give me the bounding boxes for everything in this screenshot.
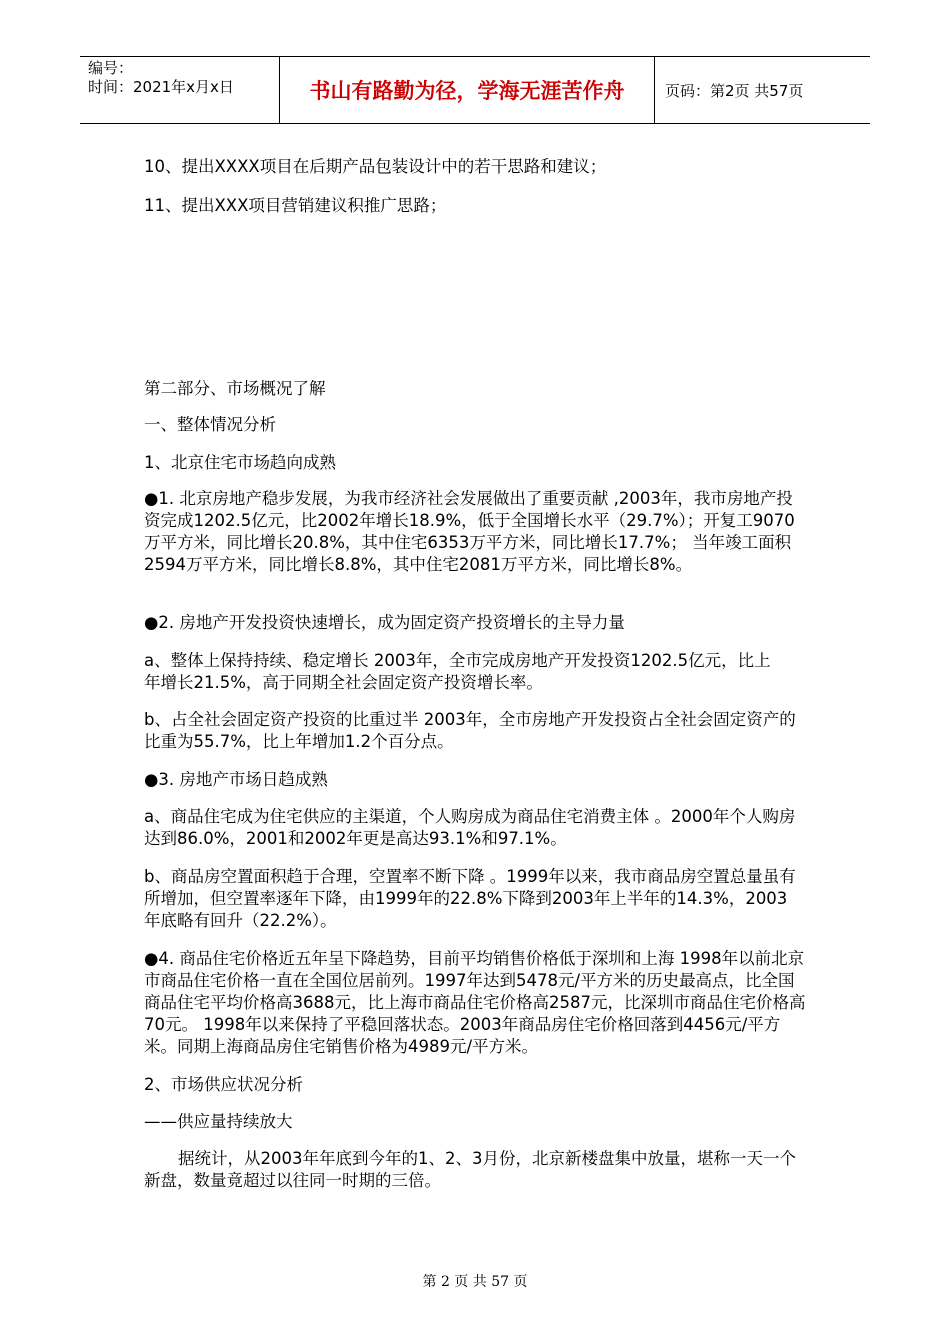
section-heading-part2: 第二部分、市场概况了解 xyxy=(144,379,326,398)
bullet-paragraph-4: ●4. 商品住宅价格近五年呈下降趋势，目前平均销售价格低于深圳和上海 1998年以前北京市商品住宅价格一直在全国位居前列。1997年达到5478元/平方米的历史最高点，比全国商品住宅平均价格高3688元，比上海市商品住宅价格高2587元，比深圳市商品住宅价格高70元。 1998年以来保持了平稳回落状态。2003年商品房住宅价格回落到4456元/平方米。同期上海商品房住宅销售价格为4989元/平方米。 xyxy=(144,949,806,1056)
paragraph-item-11: 11、提出XXX项目营销建议积推广思路； xyxy=(144,196,447,215)
header-meta xyxy=(80,57,280,123)
paragraph-item-10: 10、提出XXXX项目在后期产品包装设计中的若干思路和建议； xyxy=(144,157,607,176)
document-number-label: 编号： xyxy=(88,59,134,77)
paragraph-3b: b、商品房空置面积趋于合理，空置率不断下降 。1999年以来，我市商品房空置总量虽有所增加，但空置率逐年下降，由1999年的22.8%下降到2003年上半年的14.3%，2003年底略有回升（22.2%）。 xyxy=(144,867,796,930)
bullet-heading-2: ●2. 房地产开发投资快速增长，成为固定资产投资增长的主导力量 xyxy=(144,613,625,632)
paragraph-2a: a、整体上保持持续、稳定增长 2003年，全市完成房地产开发投资1202.5亿元，比上年增长21.5%，高于同期全社会固定资产投资增长率。 xyxy=(144,651,771,692)
paragraph-statistics: 据统计，从2003年年底到今年的1、2、3月份，北京新楼盘集中放量，堪称一天一个新盘，数量竟超过以往同一时期的三倍。 xyxy=(144,1149,796,1190)
bullet-paragraph-1: ●1. 北京房地产稳步发展，为我市经济社会发展做出了重要贡献 ,2003年，我市房地产投资完成1202.5亿元，比2002年增长18.9%，低于全国增长水平（29.7%）；开复工9070万平方米，同比增长20.8%，其中住宅6353万平方米，同比增长17.7%； 当年竣工面积2594万平方米，同比增长8.8%，其中住宅2081万平方米，同比增长8%。 xyxy=(144,489,795,574)
subheading-supply: 2、市场供应状况分析 xyxy=(144,1075,303,1094)
subheading-supply-growing: ——供应量持续放大 xyxy=(144,1112,293,1131)
paragraph-2b: b、占全社会固定资产投资的比重过半 2003年，全市房地产开发投资占全社会固定资产的比重为55.7%，比上年增加1.2个百分点。 xyxy=(144,710,796,751)
page-header xyxy=(80,56,870,124)
page-footer: 第 2 页 共 57 页 xyxy=(422,1274,528,1290)
subheading-beijing-market: 1、北京住宅市场趋向成熟 xyxy=(144,453,336,472)
header-page-info: 页码：第2页 共57页 xyxy=(665,81,804,100)
header-motto: 书山有路勤为径，学海无涯苦作舟 xyxy=(280,57,655,123)
subheading-overall: 一、整体情况分析 xyxy=(144,415,276,434)
document-time-label: 时间：2021年x月x日 xyxy=(88,78,234,96)
paragraph-3a: a、商品住宅成为住宅供应的主渠道，个人购房成为商品住宅消费主体 。2000年个人购房达到86.0%，2001和2002年更是高达93.1%和97.1%。 xyxy=(144,807,796,848)
bullet-heading-3: ●3. 房地产市场日趋成熟 xyxy=(144,770,328,789)
